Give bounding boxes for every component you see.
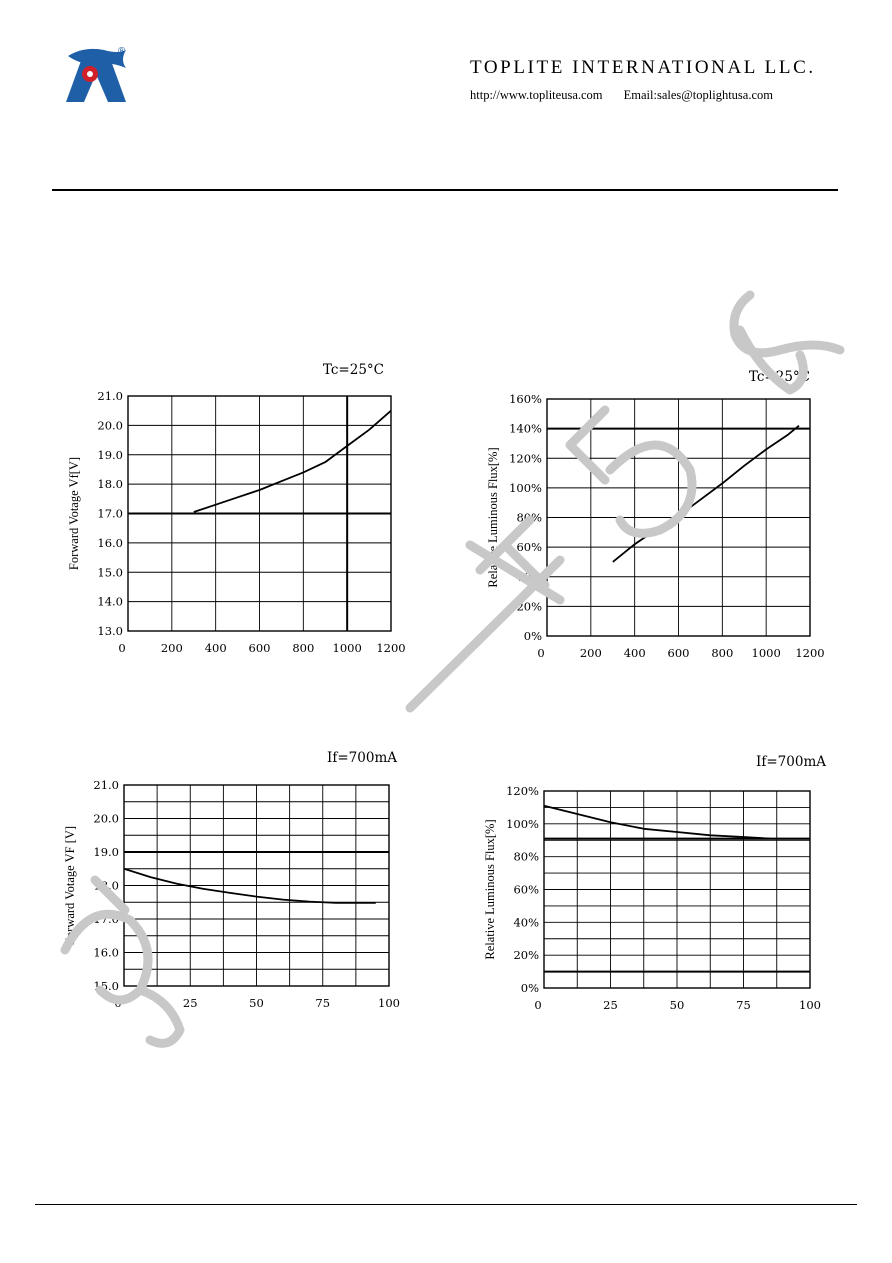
y-axis-label: Relative Luminous Flux[%] bbox=[483, 819, 497, 960]
x-tick-label: 0 bbox=[118, 641, 126, 655]
x-tick-label: 100 bbox=[799, 998, 821, 1012]
y-tick-label: 100% bbox=[509, 480, 542, 495]
y-tick-label: 18.0 bbox=[93, 878, 119, 893]
series-line bbox=[544, 806, 770, 839]
x-tick-label: 25 bbox=[603, 998, 618, 1012]
y-tick-label: 160% bbox=[509, 392, 542, 406]
x-tick-label: 0 bbox=[534, 998, 542, 1012]
y-tick-label: 60% bbox=[516, 540, 542, 555]
x-tick-label: 25 bbox=[182, 996, 198, 1010]
y-axis-label: Forward Votage VF [V] bbox=[63, 825, 77, 946]
chart-annotation: If=700mA bbox=[327, 750, 397, 766]
series-line bbox=[194, 411, 391, 512]
series-line bbox=[613, 426, 799, 562]
y-tick-label: 100% bbox=[506, 816, 539, 831]
y-tick-label: 120% bbox=[509, 451, 542, 466]
y-tick-label: 40% bbox=[516, 569, 542, 584]
x-tick-label: 50 bbox=[669, 998, 685, 1012]
x-tick-label: 1000 bbox=[332, 641, 362, 655]
y-tick-label: 13.0 bbox=[97, 624, 123, 638]
chart-annotation: Tc=25°C bbox=[748, 369, 810, 385]
x-tick-label: 200 bbox=[579, 646, 602, 660]
registered-mark: ® bbox=[118, 46, 126, 57]
y-tick-label: 17.0 bbox=[97, 506, 123, 521]
y-tick-label: 21.0 bbox=[93, 778, 119, 792]
chart-annotation: Tc=25°C bbox=[322, 362, 384, 378]
y-tick-label: 0% bbox=[520, 981, 539, 995]
y-axis-label: Forward Votage Vf[V] bbox=[67, 456, 81, 571]
x-tick-label: 100 bbox=[378, 996, 400, 1010]
x-tick-label: 1000 bbox=[751, 646, 781, 660]
x-tick-label: 50 bbox=[249, 996, 264, 1010]
y-tick-label: 14.0 bbox=[97, 594, 123, 609]
y-tick-label: 19.0 bbox=[93, 845, 119, 859]
y-tick-label: 17.0 bbox=[93, 912, 119, 926]
y-tick-label: 120% bbox=[506, 784, 539, 798]
x-tick-label: 800 bbox=[292, 641, 315, 655]
website-link[interactable]: http://www.topliteusa.com bbox=[470, 88, 603, 102]
y-tick-label: 80% bbox=[513, 849, 539, 864]
x-tick-label: 400 bbox=[204, 641, 227, 655]
x-tick-label: 200 bbox=[160, 641, 183, 655]
company-name: TOPLITE INTERNATIONAL LLC. bbox=[470, 57, 816, 78]
x-tick-label: 0 bbox=[537, 646, 545, 660]
y-tick-label: 15.0 bbox=[97, 565, 123, 580]
y-tick-label: 80% bbox=[516, 510, 542, 525]
x-tick-label: 400 bbox=[623, 646, 646, 660]
x-tick-label: 600 bbox=[248, 641, 271, 655]
y-tick-label: 40% bbox=[513, 915, 539, 930]
y-tick-label: 18.0 bbox=[97, 477, 123, 492]
x-tick-label: 75 bbox=[315, 996, 331, 1010]
y-tick-label: 19.0 bbox=[97, 447, 123, 462]
y-tick-label: 16.0 bbox=[97, 535, 123, 550]
y-tick-label: 0% bbox=[523, 629, 542, 643]
x-tick-label: 1200 bbox=[376, 641, 406, 655]
chart-annotation: If=700mA bbox=[756, 754, 826, 770]
y-tick-label: 20% bbox=[516, 599, 542, 614]
footer-divider bbox=[35, 1204, 857, 1205]
x-tick-label: 600 bbox=[667, 646, 690, 660]
y-tick-label: 16.0 bbox=[93, 945, 119, 960]
y-tick-label: 21.0 bbox=[97, 389, 123, 403]
x-tick-label: 0 bbox=[114, 996, 122, 1010]
x-tick-label: 1200 bbox=[795, 646, 825, 660]
x-tick-label: 800 bbox=[711, 646, 734, 660]
y-axis-label: Relative Luminous Flux[%] bbox=[486, 447, 500, 588]
email-link[interactable]: Email:sales@toplightusa.com bbox=[623, 88, 773, 102]
y-tick-label: 60% bbox=[513, 882, 539, 897]
y-tick-label: 140% bbox=[509, 421, 542, 436]
x-tick-label: 75 bbox=[736, 998, 751, 1012]
y-tick-label: 20.0 bbox=[93, 811, 119, 826]
y-tick-label: 15.0 bbox=[93, 979, 119, 993]
y-tick-label: 20.0 bbox=[97, 418, 123, 433]
y-tick-label: 20% bbox=[513, 948, 539, 963]
